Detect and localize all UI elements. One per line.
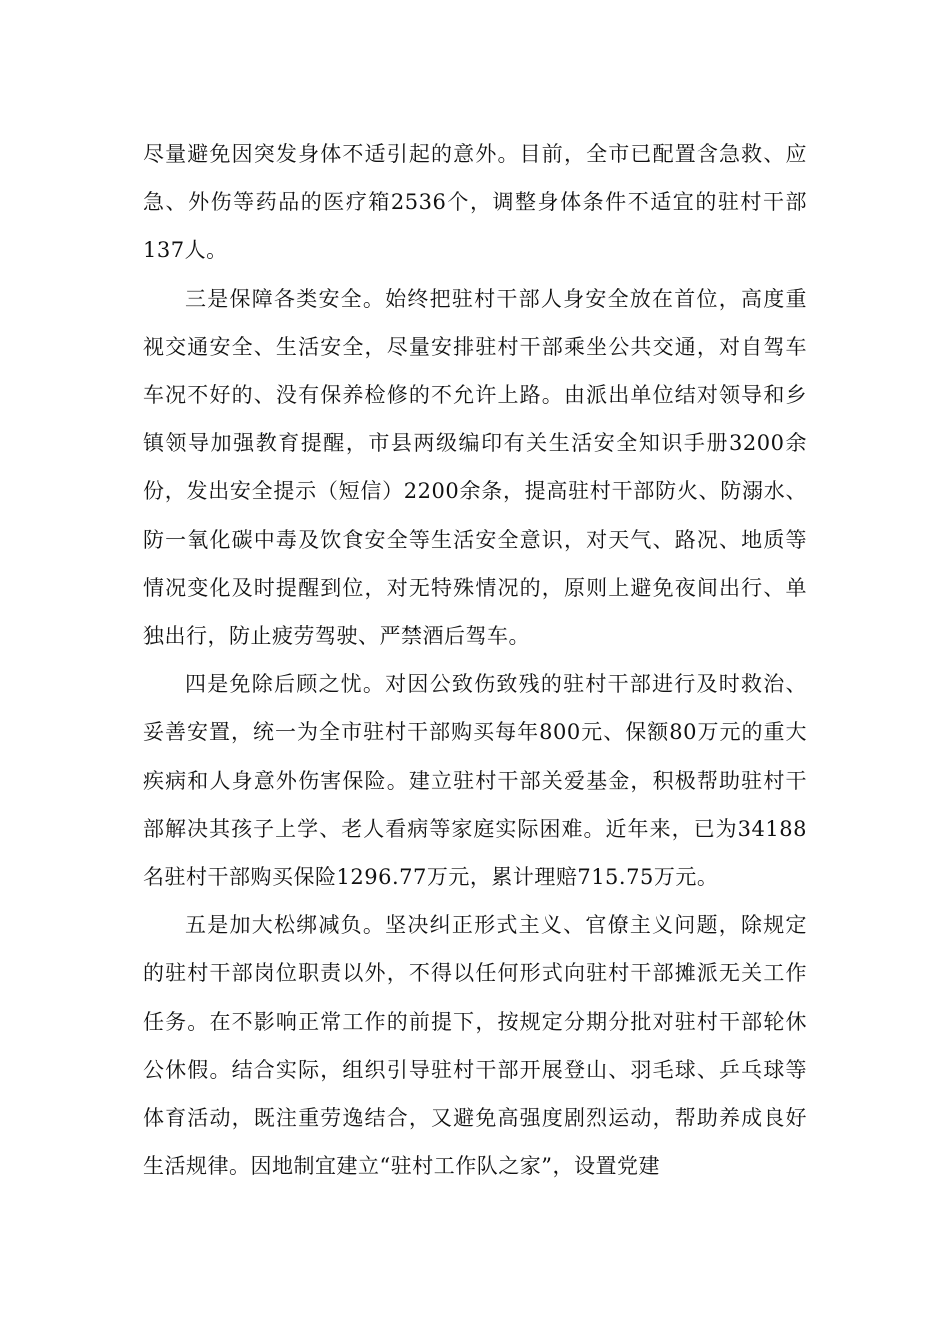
paragraph-1: 尽量避免因突发身体不适引起的意外。目前，全市已配置含急救、应急、外伤等药品的医疗箱2536个，调整身体条件不适宜的驻村干部137人。 bbox=[143, 142, 807, 263]
paragraph-2: 三是保障各类安全。始终把驻村干部人身安全放在首位，高度重视交通安全、生活安全，尽量安排驻村干部乘坐公共交通，对自驾车车况不好的、没有保养检修的不允许上路。由派出单位结对领导和乡镇领导加强教育提醒，市县两级编印有关生活安全知识手册3200余份，发出安全提示（短信）2200余条，提高驻村干部防火、防溺水、防一氧化碳中毒及饮食安全等生活安全意识，对天气、路况、地质等情况变化及时提醒到位，对无特殊情况的，原则上避免夜间出行、单独出行，防止疲劳驾驶、严禁酒后驾车。 bbox=[143, 286, 807, 649]
body-text bbox=[143, 130, 807, 1190]
paragraph-3: 四是免除后顾之忧。对因公致伤致残的驻村干部进行及时救治、妥善安置，统一为全市驻村干部购买每年800元、保额80万元的重大疾病和人身意外伤害保险。建立驻村干部关爱基金，积极帮助驻村干部解决其孩子上学、老人看病等家庭实际困难。近年来，已为34188名驻村干部购买保险1296.77万元，累计理赔715.75万元。 bbox=[143, 672, 807, 890]
paragraph-4: 五是加大松绑减负。坚决纠正形式主义、官僚主义问题，除规定的驻村干部岗位职责以外，不得以任何形式向驻村干部摊派无关工作任务。在不影响正常工作的前提下，按规定分期分批对驻村干部轮休公休假。结合实际，组织引导驻村干部开展登山、羽毛球、乒乓球等体育活动，既注重劳逸结合，又避免高强度剧烈运动，帮助养成良好生活规律。因地制宜建立“驻村工作队之家”，设置党建 bbox=[143, 913, 807, 1179]
